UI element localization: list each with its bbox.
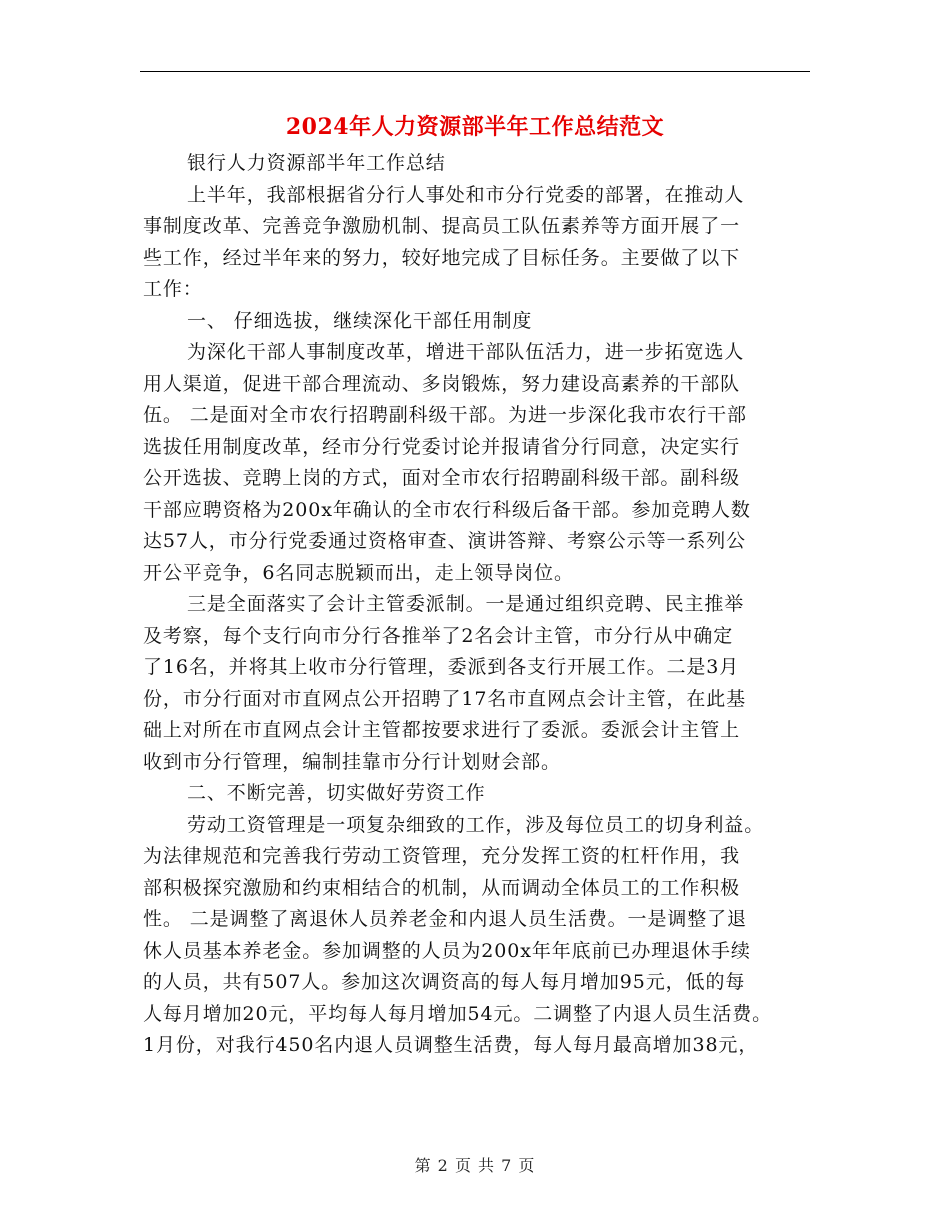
text-line: 人每月增加20元，平均每人每月增加54元。二调整了内退人员生活费。 bbox=[143, 1002, 773, 1025]
header-rule bbox=[140, 71, 810, 72]
text-line: 了16名，并将其上收市分行管理，委派到各支行开展工作。二是3月 bbox=[143, 656, 740, 678]
text-line: 一、 仔细选拔，继续深化干部任用制度 bbox=[187, 309, 533, 332]
text-line: 伍。 二是面对全市农行招聘副科级干部。为进一步深化我市农行干部 bbox=[143, 404, 747, 426]
text-line: 1月份，对我行450名内退人员调整生活费，每人每月最高增加38元， bbox=[143, 1034, 759, 1056]
text-line: 干部应聘资格为200x年确认的全市农行科级后备干部。参加竞聘人数 bbox=[143, 498, 751, 521]
text-line: 三是全面落实了会计主管委派制。一是通过组织竞聘、民主推举 bbox=[187, 593, 745, 615]
text-line: 休人员基本养老金。参加调整的人员为200x年年底前已办理退休手续 bbox=[143, 939, 751, 962]
text-line: 二、不断完善，切实做好劳资工作 bbox=[187, 782, 486, 804]
text-line: 为法律规范和完善我行劳动工资管理，充分发挥工资的杠杆作用，我 bbox=[143, 845, 741, 867]
text-line: 份，市分行面对市直网点公开招聘了17名市直网点会计主管，在此基 bbox=[143, 687, 747, 710]
text-line: 工作： bbox=[143, 278, 203, 300]
text-line: 劳动工资管理是一项复杂细致的工作，涉及每位员工的切身利益。 bbox=[187, 813, 765, 836]
text-line: 开公平竞争，6名同志脱颖而出，走上领导岗位。 bbox=[143, 561, 574, 584]
text-line: 的人员，共有507人。参加这次调资高的每人每月增加95元，低的每 bbox=[143, 971, 746, 993]
text-line: 银行人力资源部半年工作总结 bbox=[187, 152, 446, 174]
text-line: 用人渠道，促进干部合理流动、多岗锻炼，努力建设高素养的干部队 bbox=[143, 372, 741, 395]
text-line: 及考察，每个支行向市分行各推举了2名会计主管，市分行从中确定 bbox=[143, 624, 734, 647]
text-line: 公开选拔、竞聘上岗的方式，面对全市农行招聘副科级干部。副科级 bbox=[143, 467, 741, 489]
text-line: 事制度改革、完善竞争激励机制、提高员工队伍素养等方面开展了一 bbox=[143, 215, 741, 237]
text-line: 达57人，市分行党委通过资格审查、演讲答辩、考察公示等一系列公 bbox=[143, 530, 747, 552]
text-line: 选拔任用制度改革，经市分行党委讨论并报请省分行同意，决定实行 bbox=[143, 435, 741, 458]
text-line: 为深化干部人事制度改革，增进干部队伍活力，进一步拓宽选人 bbox=[187, 341, 745, 363]
document-title: 2024年人力资源部半年工作总结范文 bbox=[285, 114, 665, 140]
text-line: 上半年，我部根据省分行人事处和市分行党委的部署，在推动人 bbox=[187, 183, 745, 206]
text-line: 部积极探究激励和约束相结合的机制，从而调动全体员工的工作积极 bbox=[143, 876, 741, 899]
text-line: 性。 二是调整了离退休人员养老金和内退人员生活费。一是调整了退 bbox=[143, 908, 747, 930]
text-line: 些工作，经过半年来的努力，较好地完成了目标任务。主要做了以下 bbox=[143, 246, 741, 269]
text-line: 础上对所在市直网点会计主管都按要求进行了委派。委派会计主管上 bbox=[143, 719, 741, 741]
page-number-footer: 第 2 页 共 7 页 bbox=[414, 1156, 536, 1175]
text-line: 收到市分行管理，编制挂靠市分行计划财会部。 bbox=[143, 750, 561, 773]
document-body bbox=[143, 148, 813, 1062]
